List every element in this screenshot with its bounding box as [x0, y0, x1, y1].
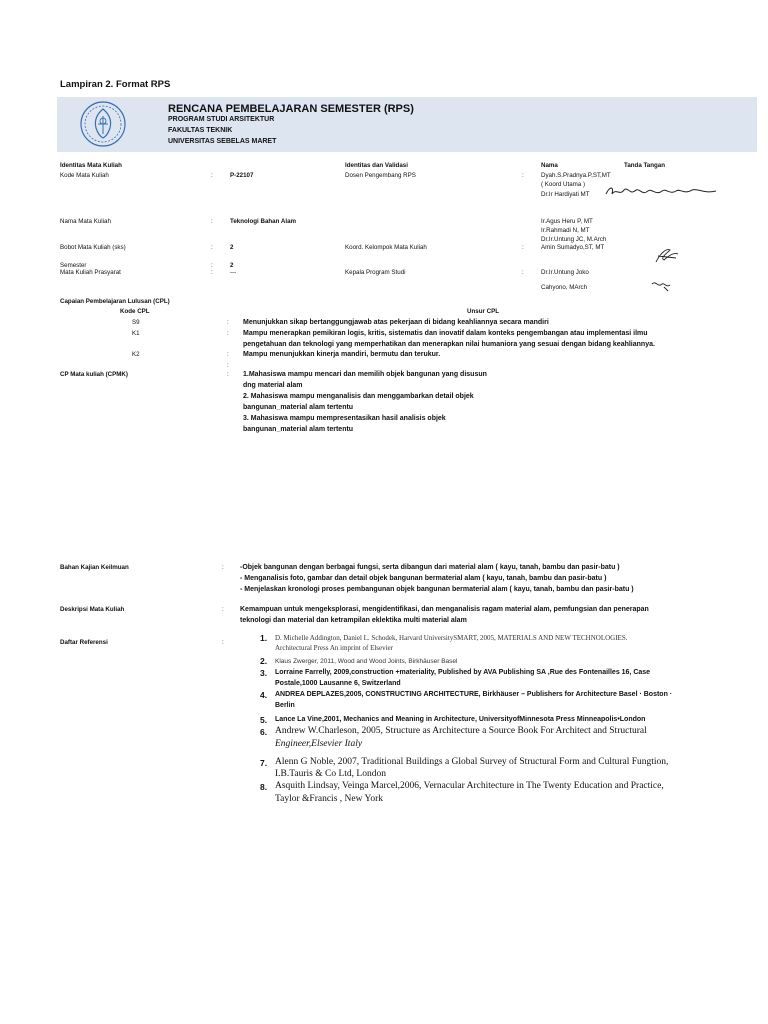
bahan-line: - Menganalisis foto, gambar dan detail objek bangunan bermaterial alam ( kayu, tanah, bambu dan pasir-batu ) [240, 575, 607, 582]
cpmk-line: 2. Mahasiswa mampu menganalisis dan menggambarkan detail objek [243, 393, 474, 400]
reference-line: Andrew W.Charleson, 2005, Structure as Architecture a Source Book For Architect and Structural [275, 726, 647, 736]
validation-heading: Identitas dan Validasi [345, 162, 408, 169]
signature-icon [604, 182, 720, 202]
reference-number: 6. [260, 727, 268, 737]
cpmk-line: 3. Mahasiswa mampu mempresentasikan hasil analisis objek [243, 415, 446, 422]
koord-label: Koord. Kelompok Mata Kuliah [345, 244, 427, 251]
colon: : [522, 172, 524, 179]
cpl-code: K1 [132, 330, 140, 337]
reference-number: 5. [260, 715, 268, 725]
dosen-name: Dr.Ir Hardiyati MT [541, 191, 590, 198]
reference-number: 7. [260, 758, 268, 768]
colon: : [522, 269, 524, 276]
reference-number: 2. [260, 656, 268, 666]
reference-line: Klaus Zwerger, 2011, Wood and Wood Joints, Birkhäuser Basel [275, 658, 458, 665]
reference-line: Alenn G Noble, 2007, Traditional Buildings a Global Survey of Structural Form and Cultural Fungtion, [275, 757, 669, 767]
colon: : [222, 606, 224, 613]
reference-line: Engineer,Elsevier Italy [275, 739, 363, 749]
signature-icon [650, 278, 676, 292]
colon: : [522, 244, 524, 251]
bobot-value: 2 [230, 244, 234, 251]
reference-line: Berlin [275, 702, 295, 709]
reference-line: Lorraine Farrelly, 2009,construction +materiality, Published by AVA Publishing SA ,Rue des Fontenailles 16, Case [275, 669, 651, 676]
reference-line: I.B.Tauris & Co Ltd, London [275, 769, 386, 779]
colon: : [227, 351, 229, 358]
team-name: Dr.Ir.Untung JC, M.Arch [541, 236, 607, 243]
name-heading: Nama [541, 162, 558, 169]
colon: : [222, 564, 224, 571]
cpl-code: S9 [132, 319, 140, 326]
prasyarat-value: --- [230, 269, 237, 276]
bahan-line: -Objek bangunan dengan berbagai fungsi, serta dibangun dari material alam ( kayu, tanah, bambu dan pasir-batu ) [240, 564, 620, 571]
kode-cpl-heading: Kode CPL [120, 308, 150, 315]
deskripsi-line: Kemampuan untuk mengeksplorasi, mengidentifikasi, dan menganalisis ragam material alam, pemfungsian dan penerapan [240, 606, 649, 613]
header-line-fakultas: FAKULTAS TEKNIK [168, 127, 233, 134]
prasyarat-label: Mata Kuliah Prasyarat [60, 269, 121, 276]
cpmk-line: 1.Mahasiswa mampu mencari dan memilih objek bangunan yang disusun [243, 371, 487, 378]
nama-value: Teknologi Bahan Alam [230, 218, 297, 225]
colon: : [211, 262, 213, 269]
kode-label: Kode Mata Kuliah [60, 172, 109, 179]
colon: : [211, 218, 213, 225]
cpmk-line: bangunan_material alam tertentu [243, 426, 354, 433]
colon: : [227, 319, 229, 326]
rps-title: RENCANA PEMBELAJARAN SEMESTER (RPS) [168, 103, 414, 115]
document-label: Lampiran 2. Format RPS [60, 79, 171, 90]
kaprodi-name: Dr.Ir.Untung Joko [541, 269, 589, 276]
cpmk-line: bangunan_material alam tertentu [243, 404, 354, 411]
reference-line: Architectural Press An imprint of Elsevier [275, 644, 393, 652]
colon: : [227, 362, 229, 369]
signature-icon [652, 244, 682, 266]
bobot-label: Bobot Mata Kuliah (sks) [60, 244, 126, 251]
reference-number: 8. [260, 782, 268, 792]
cpl-text: Mampu menerapkan pemikiran logis, kritis, sistematis dan inovatif dalam konteks pengembangan atau implementasi ilmu [243, 330, 648, 337]
cpmk-line: dng material alam [243, 382, 303, 389]
cpl-heading: Capaian Pembelajaran Lulusan (CPL) [60, 298, 170, 305]
referensi-label: Daftar Referensi [60, 639, 108, 646]
kode-value: P-22107 [230, 172, 254, 179]
colon: : [211, 244, 213, 251]
signature-heading: Tanda Tangan [624, 162, 666, 169]
kaprodi-name: Cahyono, MArch [541, 284, 588, 291]
header-line-prodi: PROGRAM STUDI ARSITEKTUR [168, 116, 275, 123]
team-name: Ir.Rahmadi N, MT [541, 227, 590, 234]
team-name: Amin Sumadyo,ST, MT [541, 244, 605, 251]
reference-line: Lance La Vine,2001, Mechanics and Meaning in Architecture, UniversityofMinnesota Press Minneapolis•London [275, 716, 646, 723]
reference-line: D. Michelle Addington, Daniel L. Schodek, Harvard UniversitySMART, 2005, MATERIALS AND NEW TECHNOLOGIES. [275, 634, 628, 642]
semester-label: Semester [60, 262, 87, 269]
header-line-universitas: UNIVERSITAS SEBELAS MARET [168, 138, 277, 145]
colon: : [222, 639, 224, 646]
cpl-text: Menunjukkan sikap bertanggungjawab atas pekerjaan di bidang keahliannya secara mandiri [243, 319, 549, 326]
reference-line: Postale,1000 Lausanne 6, Switzerland [275, 680, 401, 687]
nama-label: Nama Mata Kuliah [60, 218, 111, 225]
dosen-label: Dosen Pengembang RPS [345, 172, 416, 179]
colon: : [211, 172, 213, 179]
deskripsi-label: Deskripsi Mata Kuliah [60, 606, 125, 613]
cpl-code: K2 [132, 351, 140, 358]
identity-heading: Identitas Mata Kuliah [60, 162, 122, 169]
reference-number: 4. [260, 690, 268, 700]
dosen-name: Dyah.S.Pradnya.P,ST,MT [541, 172, 611, 179]
kaprodi-label: Kepala Program Studi [345, 269, 406, 276]
unsur-cpl-heading: Unsur CPL [467, 308, 499, 315]
cpmk-label: CP Mata kuliah (CPMK) [60, 371, 128, 378]
bahan-label: Bahan Kajian Keilmuan [60, 564, 129, 571]
bahan-line: - Menjelaskan kronologi proses pembangunan objek bangunan bermaterial alam ( kayu, tanah, bambu dan pasir-batu ) [240, 586, 634, 593]
team-name: Ir.Agus Heru P, MT [541, 218, 593, 225]
colon: : [211, 269, 213, 276]
reference-number: 3. [260, 668, 268, 678]
reference-line: ANDREA DEPLAZES,2005, CONSTRUCTING ARCHITECTURE, Birkhäuser – Publishers for Architecture Basel · Boston · [275, 691, 673, 698]
reference-line: Taylor &Francis , New York [275, 794, 384, 804]
colon: : [227, 330, 229, 337]
cpl-text: pengetahuan dan teknologi yang memperhatikan dan menerapkan nilai humaniora yang sesuai dengan bidang keahliannya. [243, 341, 655, 348]
deskripsi-line: teknologi dan material dan ketrampilan eklektika multi material alam [240, 617, 467, 624]
semester-value: 2 [230, 262, 234, 269]
reference-number: 1. [260, 633, 268, 643]
university-logo-icon [79, 100, 127, 148]
cpl-text: Mampu menunjukkan kinerja mandiri, bermutu dan terukur. [243, 351, 441, 358]
reference-line: Asquith Lindsay, Veinga Marcel,2006, Vernacular Architecture in The Twenty Education and Practice, [275, 781, 664, 791]
dosen-role: ( Koord Utama ) [541, 181, 586, 188]
colon: : [227, 371, 229, 378]
